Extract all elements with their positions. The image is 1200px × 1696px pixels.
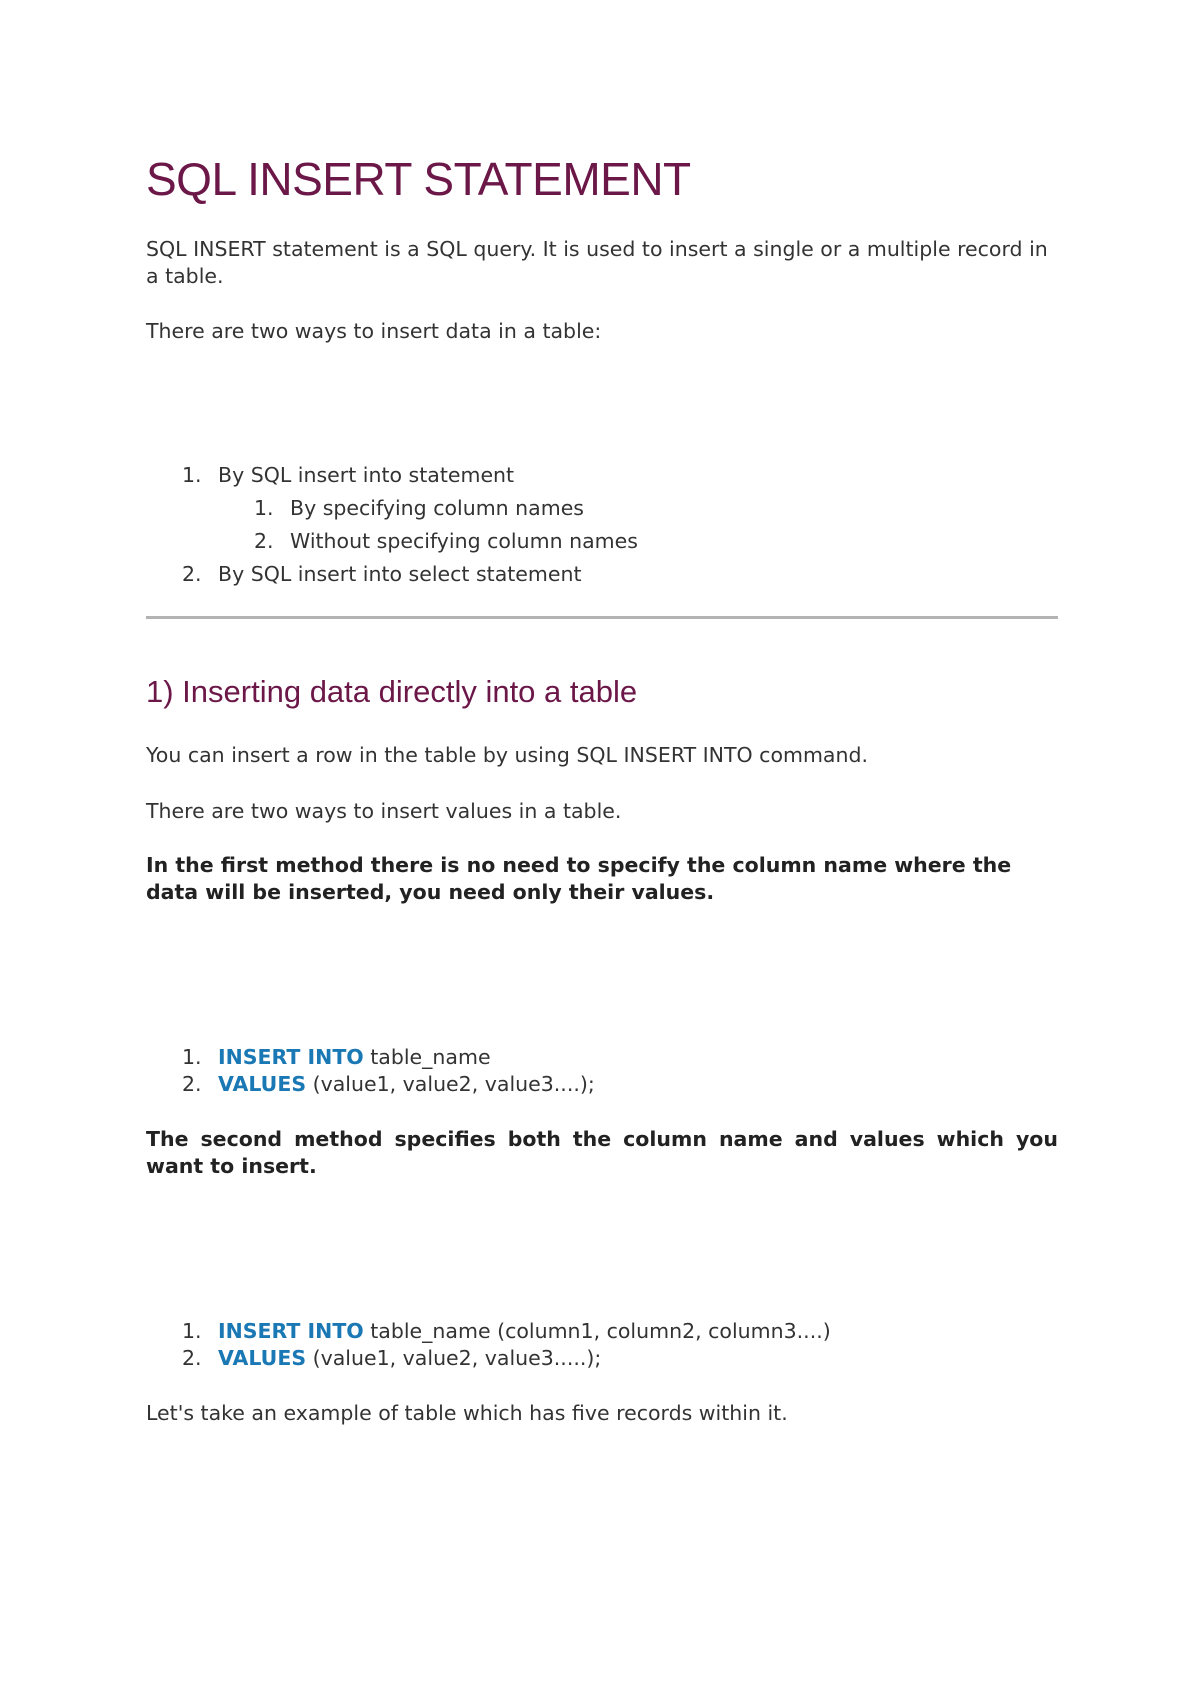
- first-method-paragraph: In the first method there is no need to specify the column name where the data will be inserted, you need only their values.: [146, 853, 1012, 904]
- page-title: SQL INSERT STATEMENT: [146, 153, 691, 205]
- intro-paragraph: SQL INSERT statement is a SQL query. It is used to insert a single or a multiple record in a table.: [146, 237, 1048, 288]
- sql-keyword: VALUES: [218, 1346, 307, 1370]
- horizontal-divider: [146, 616, 1058, 619]
- paragraph: There are two ways to insert values in a table.: [146, 799, 622, 823]
- code-line: 1. INSERT INTO table_name: [182, 1045, 491, 1069]
- paragraph: Let's take an example of table which has five records within it.: [146, 1401, 788, 1425]
- sql-keyword: INSERT INTO: [218, 1319, 364, 1343]
- list-item: 1. By SQL insert into statement: [182, 463, 515, 487]
- sql-keyword: INSERT INTO: [218, 1045, 364, 1069]
- ways-intro-paragraph: There are two ways to insert data in a table:: [146, 319, 602, 343]
- paragraph: You can insert a row in the table by using SQL INSERT INTO command.: [146, 743, 869, 767]
- list-item: 1. By specifying column names: [254, 496, 584, 520]
- list-item: 2. Without specifying column names: [254, 529, 638, 553]
- code-line: 2. VALUES (value1, value2, value3....);: [182, 1072, 595, 1096]
- code-line: 2. VALUES (value1, value2, value3.....);: [182, 1346, 602, 1370]
- code-line: 1. INSERT INTO table_name (column1, column2, column3....): [182, 1319, 831, 1343]
- section-heading: 1) Inserting data directly into a table: [146, 674, 638, 709]
- sql-keyword: VALUES: [218, 1072, 307, 1096]
- list-item: 2. By SQL insert into select statement: [182, 562, 582, 586]
- second-method-paragraph: The second method specifies both the column name and values which you want to insert.: [146, 1127, 1058, 1178]
